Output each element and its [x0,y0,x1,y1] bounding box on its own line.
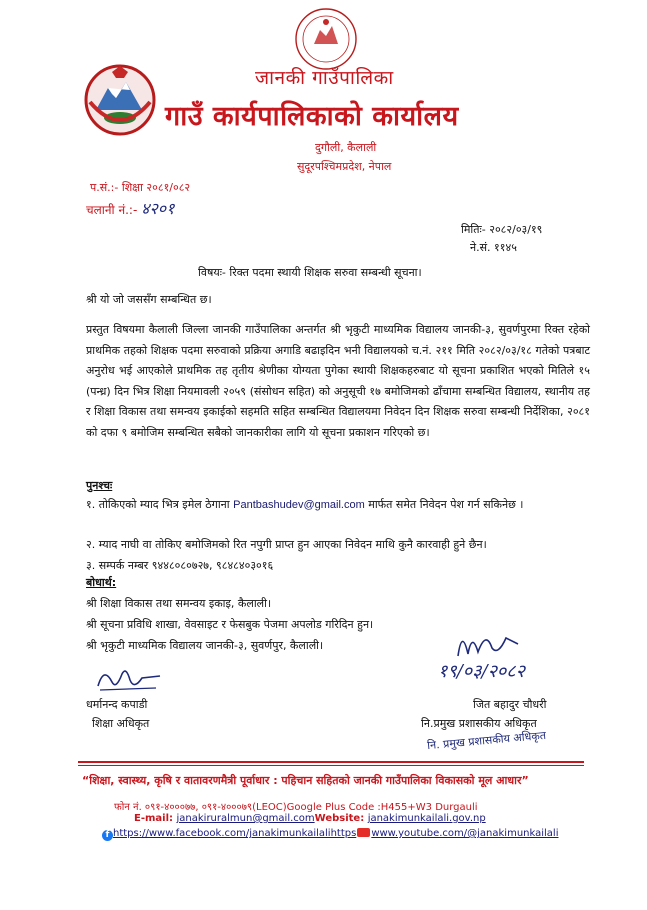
postscript-item-3: ३. सम्पर्क नम्बर ९४४८०८०७२७, ९८४८४०३०१६ [86,559,274,572]
body-paragraph: प्रस्तुत विषयमा कैलाली जिल्ला जानकी गाउँपालिका अन्तर्गत श्री भृकुटी माध्यमिक विद्यालय जानकी-३, सुवर्णपुरमा रिक्त रहेको प्राथमिक तहको शिक्षक पदमा सरुवाको प्रक्रिया अगाडि बढाइदिन भनी विद्यालयको च.नं. २११ मिति २०८२/०३/१८ गतेको पत्रबाट अनुरोध भई आएकोले प्राथमिक तह तृतीय श्रेणीका योग्यता पुगेका स्थायी शिक्षकहरुबाट यो सूचना प्रकाशित भएको मितिले १५ (पन्ध्र) दिन भित्र शिक्षा नियमावली २०५९ (संसोधन सहित) को अनुसूची १७ बमोजिमको ढाँचामा सम्बन्धित विद्यालय, स्थानीय तह र शिक्षा विकास तथा समन्वय इकाईको सहमति सहित सम्बन्धित विद्यालयमा निवेदन दिन शिक्षक सरुवा सम्बन्धी निर्देशिका, २०८१ को दफा ९ बमोजिम सम्बन्धित सबैको जानकारीका लागि यो सूचना प्रकाशन गरिएको छ। [86,323,590,439]
left-signatory-title: शिक्षा अधिकृत [92,717,150,730]
officer-stamp: नि. प्रमुख प्रशासकीय अधिकृत [426,728,547,753]
salutation: श्री यो जो जससँग सम्बन्धित छ। [86,293,212,306]
dispatch-number [86,197,174,219]
right-signatory-title: नि.प्रमुख प्रशासकीय अधिकृत [421,717,537,730]
footer-contact [134,813,486,824]
footer-social [102,828,559,841]
reference-number: प.सं.:- शिक्षा २०८१/०८२ [90,181,191,194]
cc-item-3: श्री भृकुटी माध्यमिक विद्यालय जानकी-३, सुवर्णपुर, कैलाली। [86,639,324,652]
youtube-icon [357,828,370,837]
dispatch-number-value: ४२०१ [141,199,175,218]
email-label: E-mail: [134,813,177,824]
nepal-sambat-date: ने.सं. ११४५ [470,241,517,254]
left-signatory-name: धर्मानन्द कपाडी [86,698,148,711]
letter-date: मितिः- २०८२/०३/१९ [461,223,543,236]
footer-motto: “शिक्षा, स्वास्थ्य, कृषि र वातावरणमैत्री पूर्वाधार : पहिचान सहितको जानकी गाउँपालिका विकासको मूल आधार” [82,774,529,787]
dispatch-label: चलानी नं.:- [86,203,138,217]
postscript-item-1-text: १. तोकिएको म्याद भित्र इमेल ठेगाना [86,498,234,511]
footer-divider [78,761,584,763]
application-email-link[interactable]: Pantbashudev@gmail.com [233,499,365,511]
municipality-name: जानकी गाउँपालिका [255,67,394,89]
right-signatory-name: जित बहादुर चौधरी [473,698,547,711]
footer-email-link[interactable]: janakiruralmun@gmail.com [176,813,315,824]
facebook-icon: f [102,830,113,841]
footer-phone: फोन नं. ०९१-४०००७७, ०९१-४०००७९(LEOC)Google Plus Code :H455+W3 Durgauli [114,802,478,813]
website-label: Website: [314,813,368,824]
address-line-1: दुगौली, कैलाली [315,141,377,154]
signature-date: १९/०३/२०८२ [438,661,526,682]
address-line-2: सुदूरपश्चिमप्रदेश, नेपाल [297,160,392,173]
footer-divider-thin [78,765,584,766]
cc-title: बोधार्थ: [86,576,117,589]
subject-line: विषयः- रिक्त पदमा स्थायी शिक्षक सरुवा सम्बन्धी सूचना। [198,266,422,279]
footer-website-link[interactable]: janakimunkailali.gov.np [367,813,486,824]
facebook-link[interactable]: https://www.facebook.com/janakimunkailalihttps [113,828,357,839]
nepal-emblem [82,62,158,138]
municipality-emblem [278,6,374,72]
cc-item-2: श्री सूचना प्रविधि शाखा, वेवसाइट र फेसबुक पेजमा अपलोड गरिदिन हुन। [86,618,374,631]
youtube-link[interactable]: www.youtube.com/@janakimunkailali [371,828,559,839]
left-signature [94,660,166,694]
postscript-item-1-text-end: मार्फत समेत निवेदन पेश गर्न सकिनेछ । [364,498,524,511]
postscript-title: पुनश्चः [86,479,113,492]
office-title: गाउँ कार्यपालिकाको कार्यालय [165,101,459,132]
right-signature [452,624,522,662]
postscript-item-1 [86,496,556,514]
postscript-item-2: २. म्याद नाघी वा तोकिए बमोजिमको रित नपुगी प्राप्त हुन आएका निवेदन माथि कुनै कारवाही हुने छैन। [86,538,487,551]
cc-item-1: श्री शिक्षा विकास तथा समन्वय इकाइ, कैलाली। [86,597,272,610]
